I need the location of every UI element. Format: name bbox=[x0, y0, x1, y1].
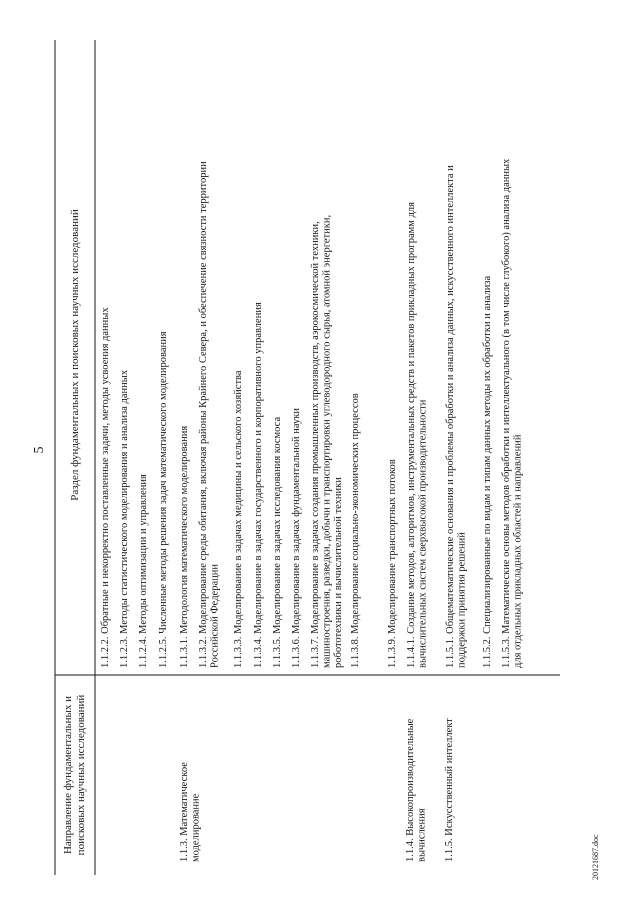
table-header bbox=[62, 209, 87, 855]
section-1-1-3-8 bbox=[350, 393, 361, 668]
section-1-1-3-5-line: 1.1.3.5. Моделирование в задачах исследования космоса bbox=[272, 416, 283, 668]
section-1-1-2-2 bbox=[100, 307, 111, 668]
section-1-1-2-3-line: 1.1.2.3. Методы статистического моделирования и анализа данных bbox=[119, 369, 130, 668]
section-1-1-3-8-line: 1.1.3.8. Моделирование социально-экономических процессов bbox=[350, 393, 361, 668]
section-1-1-2-2-line: 1.1.2.2. Обратные и некорректно поставленные задачи, методы усвоения данных bbox=[100, 307, 111, 668]
section-1-1-3-2-line: Российской Федерации bbox=[209, 564, 221, 668]
section-1-1-3-2 bbox=[198, 161, 221, 668]
section-1-1-3-6-line: 1.1.3.6. Моделирование в задачах фундаментальной науки bbox=[291, 408, 302, 668]
direction-1-1-3-line: моделирование bbox=[190, 793, 202, 862]
section-1-1-3-9-line: 1.1.3.9. Моделирование транспортных потоков bbox=[387, 459, 398, 668]
section-1-1-3-7-line: робототехники и вычислительной техники bbox=[333, 477, 344, 668]
section-1-1-2-5-line: 1.1.2.5. Численные методы решения задач математического моделирования bbox=[158, 331, 169, 668]
section-1-1-5-1 bbox=[445, 165, 468, 668]
section-1-1-3-3 bbox=[233, 370, 244, 668]
section-1-1-5-1-line: поддержки принятия решений bbox=[456, 532, 468, 668]
section-1-1-3-1 bbox=[179, 426, 190, 668]
section-1-1-4-1-line: вычислительных систем сверхвысокой производительности bbox=[417, 399, 429, 668]
direction-column bbox=[179, 718, 455, 862]
section-1-1-3-4-line: 1.1.3.4. Моделирование в задачах государственного и корпоративного управления bbox=[253, 302, 264, 668]
document-file-id: 20121687.doc bbox=[591, 834, 600, 880]
header-direction-line1: Направление фундаментальных и bbox=[62, 695, 74, 855]
direction-1-1-4-line: 1.1.4. Высокопроизводительные bbox=[405, 718, 416, 862]
section-1-1-2-5 bbox=[158, 331, 169, 668]
section-1-1-3-6 bbox=[291, 408, 302, 668]
header-section-title: Раздел фундаментальных и поисковых научных исследований bbox=[69, 209, 81, 501]
section-1-1-4-1 bbox=[406, 202, 429, 668]
section-1-1-3-3-line: 1.1.3.3. Моделирование в задачах медицины и сельского хозяйства bbox=[233, 370, 244, 668]
section-1-1-5-2-line: 1.1.5.2. Специализированные по видам и типам данных методы их обработки и анализа bbox=[482, 275, 493, 668]
section-1-1-4-1-line: 1.1.4.1. Создание методов, алгоритмов, инструментальных средств и пакетов прикладных программ для bbox=[406, 202, 417, 668]
section-1-1-3-9 bbox=[387, 459, 398, 668]
direction-1-1-5 bbox=[444, 718, 455, 862]
direction-1-1-5-line: 1.1.5. Искусственный интеллект bbox=[444, 718, 455, 862]
section-1-1-3-2-line: 1.1.3.2. Моделирование среды обитания, включая районы Крайнего Севера, и обеспечение связности территории bbox=[198, 161, 209, 668]
header-direction-line2: поисковых научных исследований bbox=[75, 694, 87, 856]
section-1-1-2-4-line: 1.1.2.4. Методы оптимизации и управления bbox=[138, 474, 149, 668]
section-1-1-5-3 bbox=[501, 158, 524, 668]
section-1-1-3-4 bbox=[253, 302, 264, 668]
section-1-1-5-3-line: 1.1.5.3. Математические основы методов обработки и интеллектуального (в том числе глубокого) анализа данных bbox=[501, 158, 512, 668]
direction-1-1-3-line: 1.1.3. Математическое bbox=[179, 762, 190, 862]
section-1-1-5-2 bbox=[482, 276, 493, 668]
section-1-1-3-1-line: 1.1.3.1. Методология математического моделирования bbox=[179, 425, 190, 668]
direction-1-1-3 bbox=[179, 762, 202, 862]
direction-1-1-4 bbox=[405, 718, 428, 862]
direction-1-1-4-line: вычисления bbox=[416, 808, 428, 862]
page-number: 5 bbox=[32, 446, 47, 454]
section-1-1-2-3 bbox=[119, 369, 130, 668]
section-column bbox=[100, 158, 524, 668]
section-1-1-3-5 bbox=[272, 417, 283, 668]
section-1-1-3-7-line: 1.1.3.7. Моделирование в задачах создания промышленных производств, аэрокосмической техники, bbox=[310, 221, 321, 668]
section-1-1-5-3-line: для отдельных прикладных областей и направлений bbox=[512, 434, 524, 668]
section-1-1-3-7 bbox=[310, 215, 344, 668]
section-1-1-5-1-line: 1.1.5.1. Общематематические основания и проблемы обработки и анализа данных, искусственного интеллекта и bbox=[445, 165, 456, 668]
section-1-1-2-4 bbox=[138, 474, 149, 668]
section-1-1-3-7-line: машиностроения, разведки, добычи и транспортировки углеводородного сырья, атомной энергетики, bbox=[321, 214, 333, 668]
